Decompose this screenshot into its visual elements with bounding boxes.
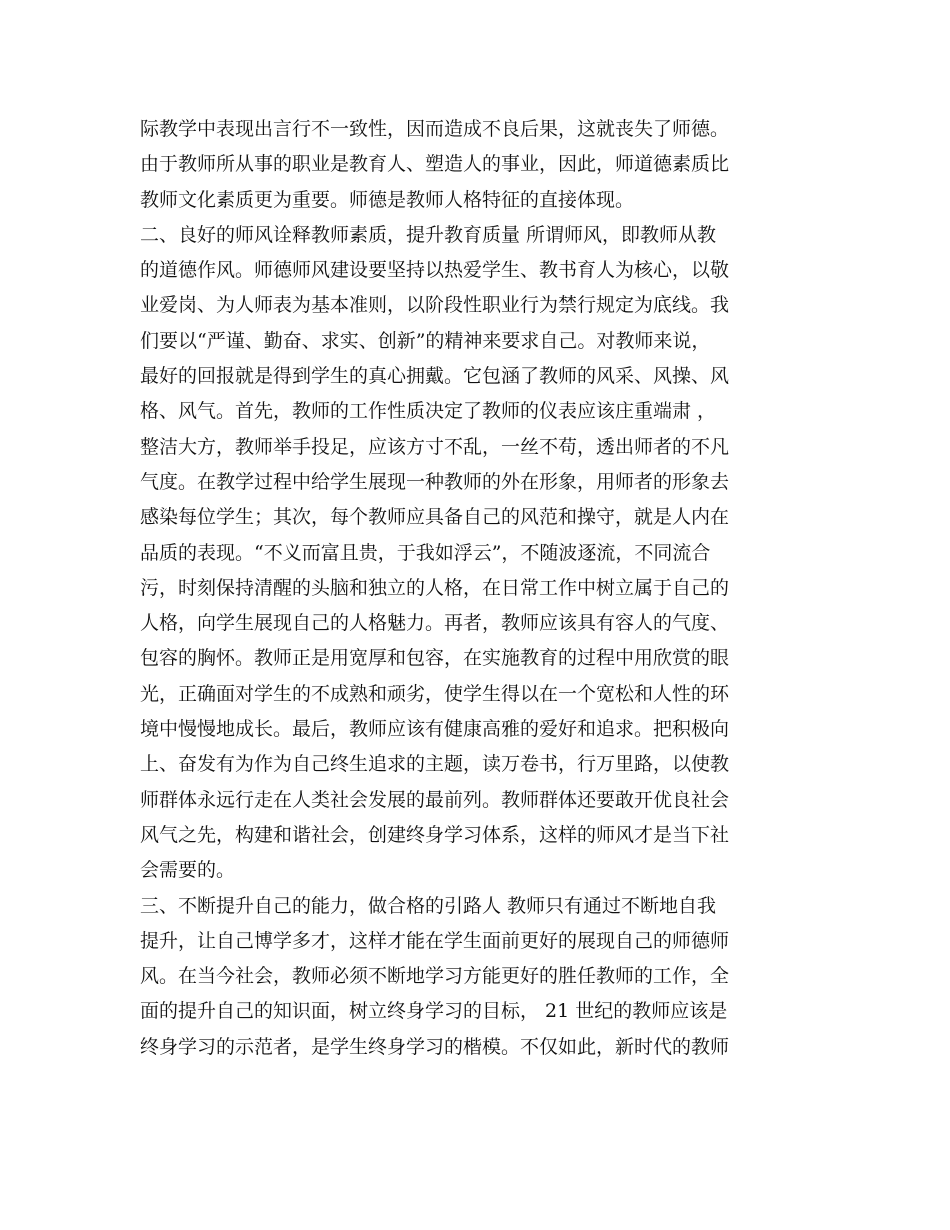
text-line: 包容的胸怀。教师正是用宽厚和包容，在实施教育的过程中用欣赏的眼 — [140, 647, 730, 670]
text-line: 风气之先，构建和谐社会，创建终身学习体系，这样的师风才是当下社 — [140, 823, 730, 846]
text-line: 际教学中表现出言行不一致性，因而造成不良后果，这就丧失了师德。 — [140, 118, 730, 140]
text-line: 气度。在教学过程中给学生展现一种教师的外在形象，用师者的形象去 — [140, 470, 730, 493]
text-line: 三、不断提升自己的能力，做合格的引路人 教师只有通过不断地自我 — [140, 894, 717, 917]
text-line: 师群体永远行走在人类社会发展的最前列。教师群体还要敢开优良社会 — [140, 788, 730, 811]
text-line: 境中慢慢地成长。最后，教师应该有健康高雅的爱好和追求。把积极向 — [140, 718, 730, 741]
text-line: 二、良好的师风诠释教师素质，提升教育质量 所谓师风，即教师从教 — [140, 223, 717, 246]
text-line: 的道德作风。师德师风建设要坚持以热爱学生、教书育人为核心，以敬 — [140, 259, 730, 282]
text-line: 污，时刻保持清醒的头脑和独立的人格，在日常工作中树立属于自己的 — [140, 576, 730, 599]
text-line: 整洁大方，教师举手投足，应该方寸不乱，一丝不苟，透出师者的不凡 — [140, 435, 730, 458]
text-line: 教师文化素质更为重要。师德是教师人格特征的直接体现。 — [140, 188, 635, 211]
text-line: 风。在当今社会，教师必须不断地学习方能更好的胜任教师的工作，全 — [140, 965, 730, 988]
text-line: 最好的回报就是得到学生的真心拥戴。它包涵了教师的风采、风操、风 — [140, 365, 730, 388]
text-line: 面的提升自己的知识面，树立终身学习的目标， 21 世纪的教师应该是 — [140, 1000, 728, 1023]
text-line: 提升，让自己博学多才，这样才能在学生面前更好的展现自己的师德师 — [140, 929, 730, 952]
text-line: 感染每位学生；其次，每个教师应具备自己的风范和操守，就是人内在 — [140, 506, 730, 529]
text-line: 终身学习的示范者，是学生终身学习的楷模。不仅如此，新时代的教师 — [140, 1035, 730, 1058]
text-line: 格、风气。首先，教师的工作性质决定了教师的仪表应该庄重端肃 ， — [140, 400, 717, 423]
text-line: 上、奋发有为作为自己终生追求的主题，读万卷书，行万里路，以使教 — [140, 753, 730, 776]
text-line: 们要以“严谨、勤奋、求实、创新”的精神来要求自己。对教师来说， — [140, 329, 711, 352]
text-line: 会需要的。 — [140, 859, 236, 882]
text-line: 人格，向学生展现自己的人格魅力。再者，教师应该具有容人的气度、 — [140, 612, 730, 635]
text-line: 光，正确面对学生的不成熟和顽劣，使学生得以在一个宽松和人性的环 — [140, 682, 730, 705]
text-line: 由于教师所从事的职业是教育人、塑造人的事业，因此，师道德素质比 — [140, 153, 730, 176]
body-text — [140, 112, 820, 1065]
text-line: 品质的表现。“不义而富且贵，于我如浮云”，不随波逐流，不同流合 — [140, 541, 711, 564]
text-line: 业爱岗、为人师表为基本准则，以阶段性职业行为禁行规定为底线。我 — [140, 294, 730, 317]
